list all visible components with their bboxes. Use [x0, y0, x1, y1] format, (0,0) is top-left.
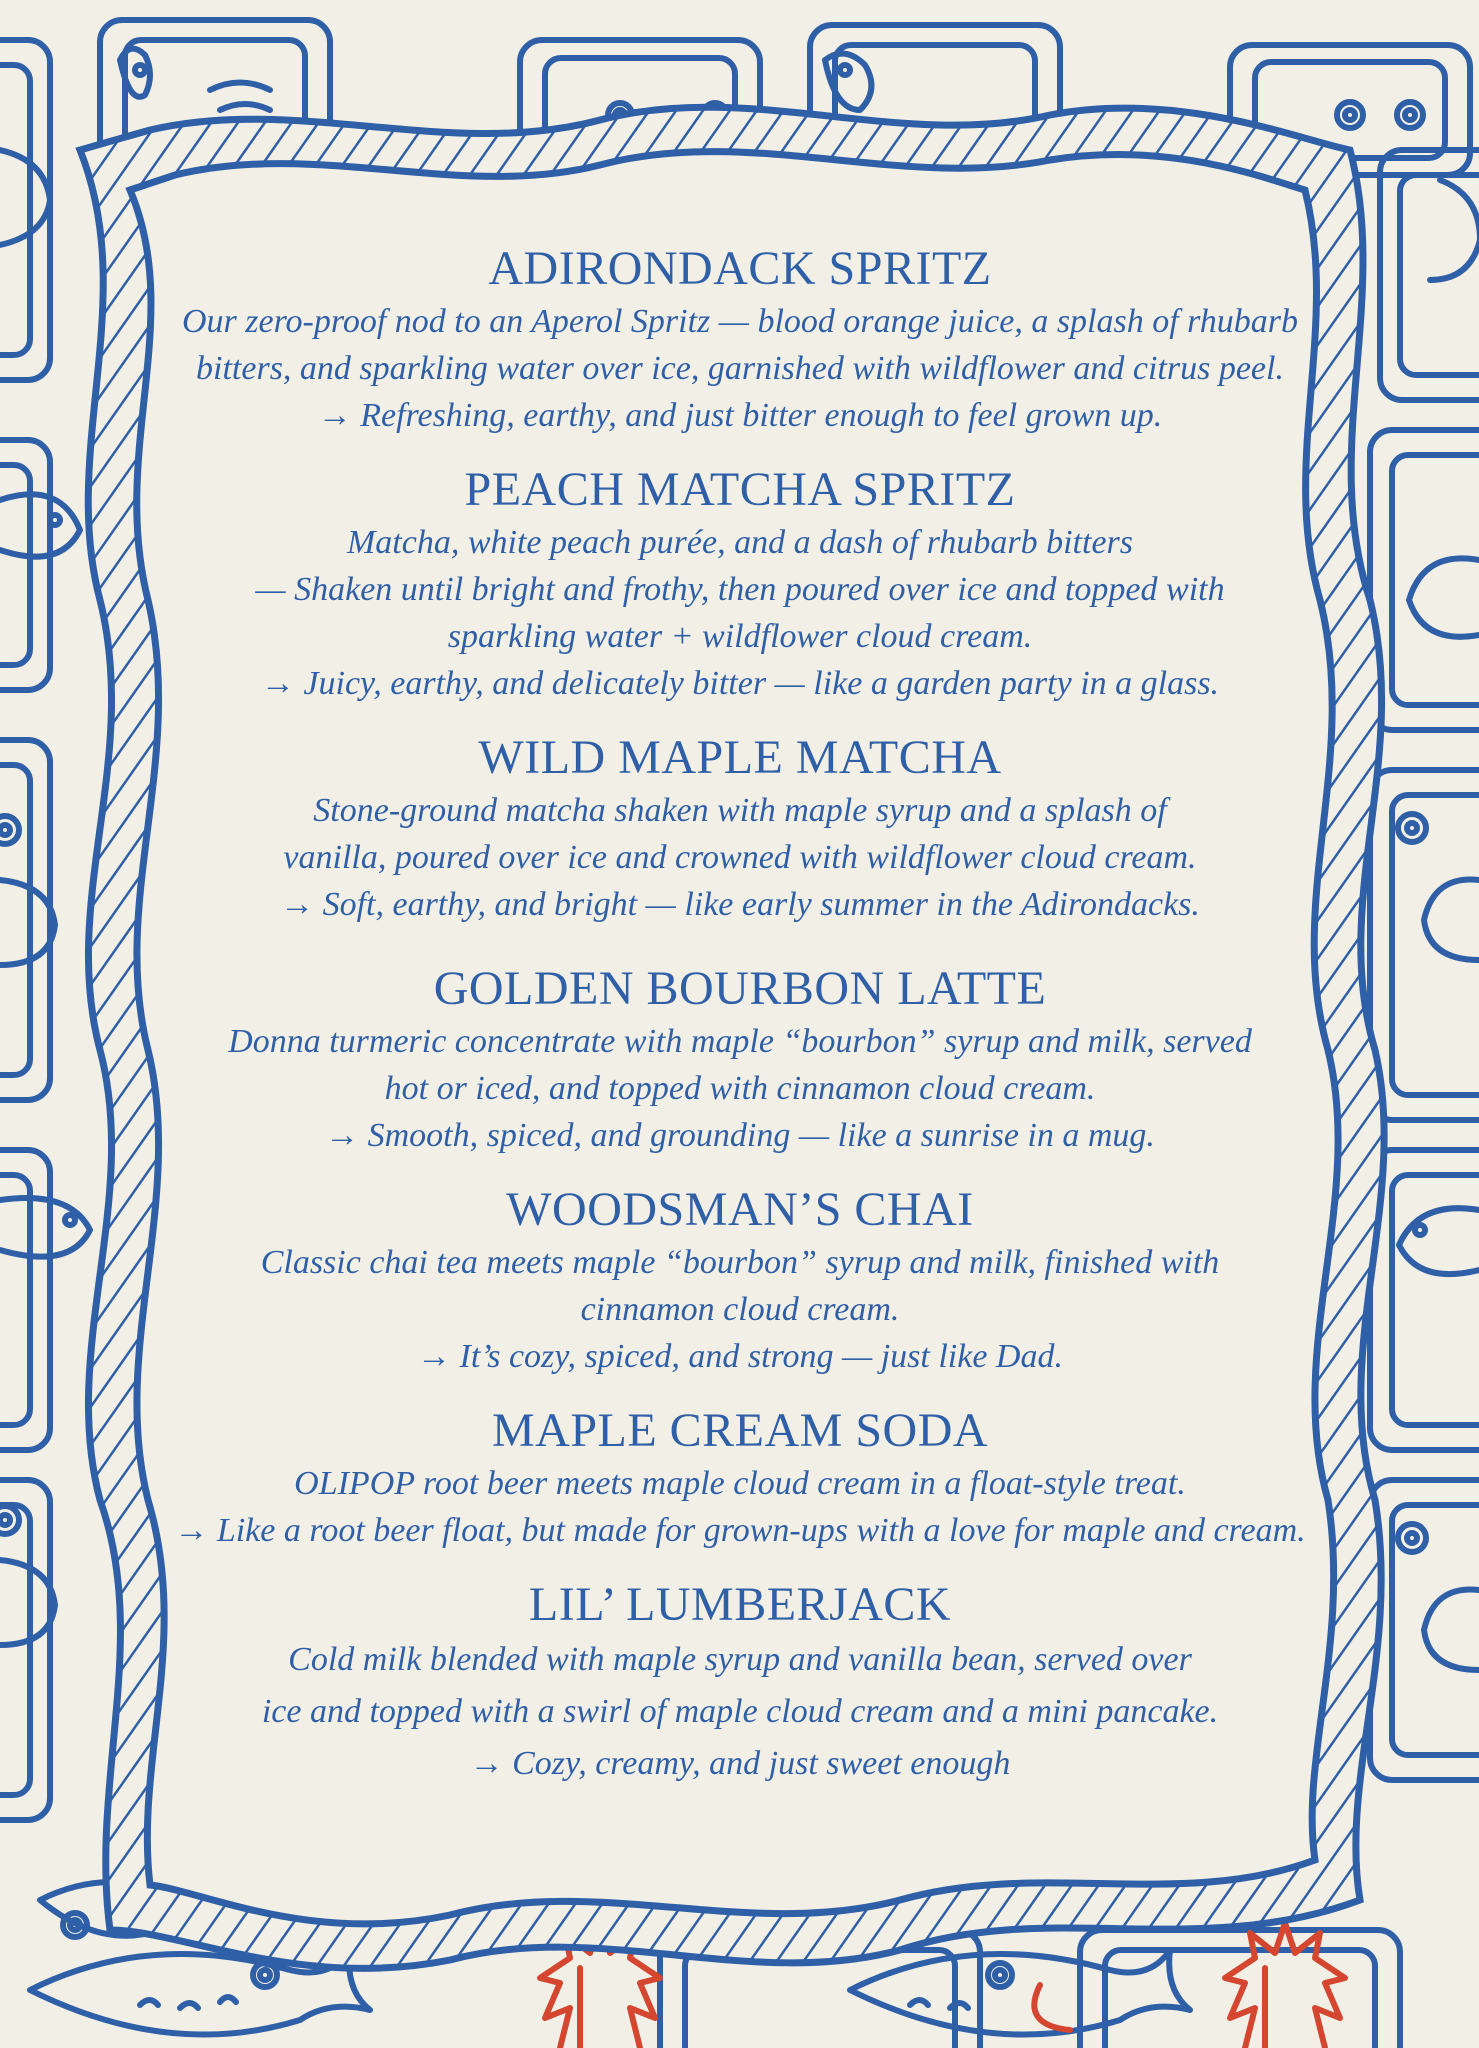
- menu-item: [150, 1181, 1330, 1380]
- drink-menu: [150, 230, 1330, 1790]
- menu-item-description: bitters, and sparkling water over ice, garnished with wildflower and citrus peel.: [196, 350, 1284, 387]
- menu-item-description: vanilla, poured over ice and crowned with wildflower cloud cream.: [283, 839, 1197, 876]
- menu-item-description: cinnamon cloud cream.: [580, 1291, 900, 1328]
- menu-item-title: MAPLE CREAM SODA: [491, 1404, 989, 1457]
- menu-item-title: GOLDEN BOURBON LATTE: [433, 962, 1047, 1015]
- menu-item: [150, 960, 1330, 1159]
- menu-item-tasting-note: → Smooth, spiced, and grounding — like a sunrise in a mug.: [325, 1117, 1155, 1154]
- menu-item: [150, 729, 1330, 928]
- menu-item-tasting-note: → Refreshing, earthy, and just bitter enough to feel grown up.: [317, 397, 1163, 434]
- menu-item-description: sparkling water + wildflower cloud cream.: [447, 618, 1033, 655]
- menu-item-tasting-note: → Cozy, creamy, and just sweet enough: [469, 1745, 1011, 1782]
- menu-item-description: Stone-ground matcha shaken with maple syrup and a splash of: [313, 792, 1167, 829]
- menu-item-description: OLIPOP root beer meets maple cloud cream in a float-style treat.: [294, 1465, 1186, 1502]
- menu-item-title: WOODSMAN’S CHAI: [506, 1183, 974, 1236]
- menu-item-description: hot or iced, and topped with cinnamon cloud cream.: [384, 1070, 1096, 1107]
- menu-item-description: Matcha, white peach purée, and a dash of rhubarb bitters: [346, 524, 1134, 561]
- menu-item-title: ADIRONDACK SPRITZ: [488, 242, 992, 295]
- menu-item-description: Our zero-proof nod to an Aperol Spritz — blood orange juice, a splash of rhubarb: [181, 303, 1299, 340]
- menu-item-description: — Shaken until bright and frothy, then poured over ice and topped with: [255, 571, 1225, 608]
- menu-item-description: Cold milk blended with maple syrup and vanilla bean, served over: [288, 1641, 1192, 1678]
- menu-item: [150, 1402, 1330, 1554]
- menu-item-title: WILD MAPLE MATCHA: [478, 731, 1002, 784]
- menu-item-description: ice and topped with a swirl of maple cloud cream and a mini pancake.: [261, 1693, 1219, 1730]
- menu-item-title: LIL’ LUMBERJACK: [528, 1578, 952, 1631]
- menu-item-tasting-note: → Soft, earthy, and bright — like early summer in the Adirondacks.: [280, 886, 1200, 923]
- menu-item: [150, 461, 1330, 707]
- menu-item-tasting-note: → It’s cozy, spiced, and strong — just like Dad.: [417, 1338, 1063, 1375]
- menu-item-description: Donna turmeric concentrate with maple “bourbon” syrup and milk, served: [228, 1023, 1252, 1060]
- menu-item-description: Classic chai tea meets maple “bourbon” syrup and milk, finished with: [260, 1244, 1220, 1281]
- menu-item: [150, 1576, 1330, 1790]
- menu-item: [150, 240, 1330, 439]
- menu-item-tasting-note: → Juicy, earthy, and delicately bitter — like a garden party in a glass.: [260, 665, 1220, 702]
- menu-item-tasting-note: → Like a root beer float, but made for grown-ups with a love for maple and cream.: [174, 1512, 1306, 1549]
- menu-item-title: PEACH MATCHA SPRITZ: [464, 463, 1016, 516]
